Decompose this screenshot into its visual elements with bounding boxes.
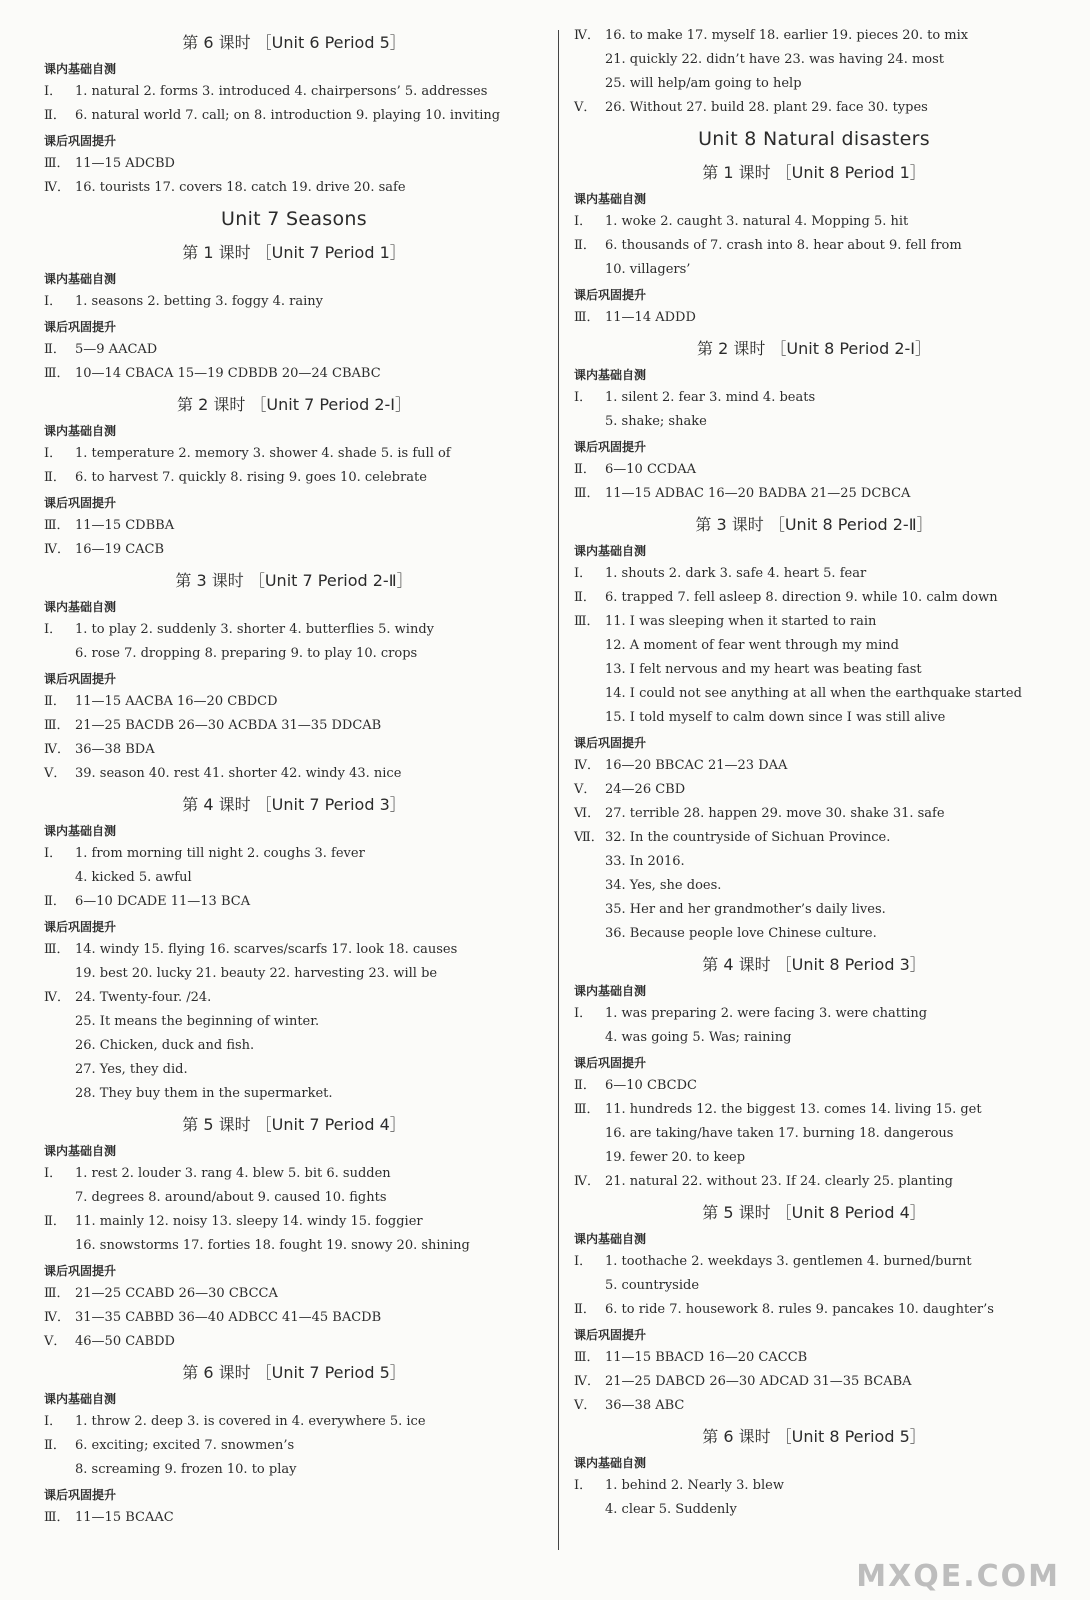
answer-line-continued: 8. screaming 9. frozen 10. to play [75,1462,297,1477]
question-group-number: Ⅱ． [44,342,66,357]
answer-line [44,738,544,762]
question-group-number: Ⅰ． [44,294,63,309]
answer-line-continued: 4. kicked 5. awful [75,870,192,885]
answer-line [574,1098,1054,1122]
question-group-number: Ⅶ． [574,830,604,845]
section-label: 课后巩固提升 [44,320,117,334]
period-heading: 第 4 课时 ［Unit 7 Period 3］ [182,795,406,814]
question-group-number: Ⅰ． [44,1414,63,1429]
section-label: 课内基础自测 [574,368,647,382]
answer-line [44,890,544,914]
question-group-number: Ⅲ． [44,518,70,533]
answer-text: 24—26 CBD [605,782,686,797]
answer-line [574,458,1054,482]
period-heading: 第 5 课时 ［Unit 7 Period 4］ [182,1115,406,1134]
answer-line-continued: 19. best 20. lucky 21. beauty 22. harvesting 23. will be [75,966,438,981]
answer-text: 1. toothache 2. weekdays 3. gentlemen 4. burned/burnt [605,1254,972,1269]
unit-heading: Unit 7 Seasons [221,208,367,230]
answer-text: 36—38 ABC [605,1398,685,1413]
answer-line [574,1250,1054,1274]
answer-line [44,1330,544,1354]
answer-line [44,442,544,466]
question-group-number: Ⅴ． [574,1398,597,1413]
answer-line [44,104,544,128]
answer-line-continued: 4. clear 5. Suddenly [605,1502,737,1517]
answer-text: 11. I was sleeping when it started to rain [605,614,877,629]
question-group-number: Ⅲ． [574,1102,600,1117]
answer-text: 16—19 CACB [75,542,165,557]
answer-line-continued: 28. They buy them in the supermarket. [75,1086,333,1101]
question-group-number: Ⅰ． [44,1166,63,1181]
section-label: 课内基础自测 [44,424,117,438]
answer-line [574,1474,1054,1498]
answer-text: 32. In the countryside of Sichuan Province. [605,830,891,845]
section-label: 课内基础自测 [44,1392,117,1406]
answer-line-continued: 10. villagers’ [605,262,691,277]
question-group-number: Ⅰ． [44,622,63,637]
watermark-logo: MXQE.COM [856,1559,1060,1594]
answer-text: 1. silent 2. fear 3. mind 4. beats [605,390,816,405]
answer-line [574,1298,1054,1322]
question-group-number: Ⅳ． [574,1374,600,1389]
question-group-number: Ⅲ． [44,156,70,171]
answer-text: 39. season 40. rest 41. shorter 42. windy 43. nice [75,766,402,781]
answer-text: 11—15 ADBAC 16—20 BADBA 21—25 DCBCA [605,486,911,501]
answer-text: 6. exciting; excited 7. snowmen’s [75,1438,295,1453]
answer-line [574,386,1054,410]
period-heading: 第 3 课时 ［Unit 7 Period 2-Ⅱ］ [175,571,413,590]
answer-text: 6. thousands of 7. crash into 8. hear about 9. fell from [605,238,962,253]
answer-text: 1. from morning till night 2. coughs 3. fever [75,846,365,861]
answer-line-continued: 6. rose 7. dropping 8. preparing 9. to play 10. crops [75,646,418,661]
period-heading: 第 4 课时 ［Unit 8 Period 3］ [702,955,926,974]
answer-line [44,618,544,642]
question-group-number: Ⅰ． [44,84,63,99]
question-group-number: Ⅰ． [574,566,593,581]
answer-text: 21. natural 22. without 23. If 24. clearly 25. planting [605,1174,953,1189]
answer-line [44,714,544,738]
answer-line [44,842,544,866]
answer-line-continued: 26. Chicken, duck and fish. [75,1038,255,1053]
answer-text: 1. behind 2. Nearly 3. blew [605,1478,784,1493]
period-heading: 第 1 课时 ［Unit 7 Period 1］ [182,243,406,262]
answer-text: 16—20 BBCAC 21—23 DAA [605,758,788,773]
answer-line-continued: 34. Yes, she does. [605,878,722,893]
answer-text: 11. mainly 12. noisy 13. sleepy 14. windy 15. foggier [75,1214,423,1229]
answer-line [44,1410,544,1434]
period-heading: 第 6 课时 ［Unit 8 Period 5］ [702,1427,926,1446]
answer-line-continued: 13. I felt nervous and my heart was beating fast [605,662,922,677]
answer-text: 5—9 AACAD [75,342,158,357]
answer-line [574,24,1054,48]
answer-line [44,1282,544,1306]
question-group-number: Ⅱ． [44,694,66,709]
question-group-number: Ⅱ． [574,1302,596,1317]
section-label: 课后巩固提升 [574,288,647,302]
answer-text: 6. trapped 7. fell asleep 8. direction 9. while 10. calm down [605,590,998,605]
section-label: 课后巩固提升 [44,134,117,148]
answer-line [44,152,544,176]
answer-line [574,1346,1054,1370]
section-label: 课后巩固提升 [574,1328,647,1342]
question-group-number: Ⅲ． [574,1350,600,1365]
answer-line [574,826,1054,850]
answer-text: 46—50 CABDD [75,1334,175,1349]
question-group-number: Ⅲ． [44,942,70,957]
question-group-number: Ⅱ． [574,590,596,605]
answer-line [44,514,544,538]
section-label: 课内基础自测 [44,1144,117,1158]
answer-text: 6. to ride 7. housework 8. rules 9. pancakes 10. daughter’s [605,1302,994,1317]
answer-text: 1. shouts 2. dark 3. safe 4. heart 5. fear [605,566,867,581]
answer-line [44,1162,544,1186]
answer-text: 1. to play 2. suddenly 3. shorter 4. butterflies 5. windy [75,622,435,637]
answer-line [574,1074,1054,1098]
answer-line-continued: 12. A moment of fear went through my mind [605,638,899,653]
answer-text: 24. Twenty-four. /24. [75,990,212,1005]
answer-text: 1. rest 2. louder 3. rang 4. blew 5. bit 6. sudden [75,1166,391,1181]
question-group-number: Ⅳ． [574,1174,600,1189]
question-group-number: Ⅳ． [44,1310,70,1325]
answer-text: 21—25 CCABD 26—30 CBCCA [75,1286,278,1301]
answer-line [44,986,544,1010]
answer-line [44,338,544,362]
left-column [44,24,544,1530]
question-group-number: Ⅰ． [44,446,63,461]
section-label: 课后巩固提升 [574,1056,647,1070]
question-group-number: Ⅰ． [574,1478,593,1493]
question-group-number: Ⅴ． [574,100,597,115]
answer-text: 27. terrible 28. happen 29. move 30. shake 31. safe [605,806,945,821]
answer-line [44,1506,544,1530]
answer-line [44,466,544,490]
answer-text: 6—10 CCDAA [605,462,697,477]
question-group-number: Ⅳ． [574,28,600,43]
answer-line-continued: 5. countryside [605,1278,700,1293]
question-group-number: Ⅴ． [574,782,597,797]
answer-line [574,96,1054,120]
answer-line [574,754,1054,778]
section-label: 课后巩固提升 [574,440,647,454]
question-group-number: Ⅱ． [44,1438,66,1453]
question-group-number: Ⅰ． [574,214,593,229]
question-group-number: Ⅳ． [44,542,70,557]
answer-line [44,1210,544,1234]
section-label: 课后巩固提升 [574,736,647,750]
answer-text: 11—15 CDBBA [75,518,175,533]
question-group-number: Ⅲ． [44,366,70,381]
answer-line-continued: 35. Her and her grandmother’s daily lives. [605,902,886,917]
answer-line-continued: 19. fewer 20. to keep [605,1150,746,1165]
answer-text: 1. seasons 2. betting 3. foggy 4. rainy [75,294,323,309]
period-heading: 第 6 课时 ［Unit 7 Period 5］ [182,1363,406,1382]
question-group-number: Ⅲ． [574,486,600,501]
period-heading: 第 1 课时 ［Unit 8 Period 1］ [702,163,926,182]
section-label: 课内基础自测 [574,544,647,558]
section-label: 课后巩固提升 [44,496,117,510]
column-divider [558,30,559,1550]
question-group-number: Ⅰ． [574,390,593,405]
answer-line [574,1394,1054,1418]
answer-line [574,1170,1054,1194]
question-group-number: Ⅳ． [44,742,70,757]
section-label: 课后巩固提升 [44,920,117,934]
answer-line [574,802,1054,826]
answer-line-continued: 16. are taking/have taken 17. burning 18. dangerous [605,1126,954,1141]
answer-text: 26. Without 27. build 28. plant 29. face 30. types [605,100,928,115]
answer-line-continued: 5. shake; shake [605,414,707,429]
answer-text: 6. to harvest 7. quickly 8. rising 9. goes 10. celebrate [75,470,427,485]
period-heading: 第 6 课时 ［Unit 6 Period 5］ [182,33,406,52]
section-label: 课内基础自测 [574,192,647,206]
question-group-number: Ⅱ． [574,462,596,477]
answer-line [574,778,1054,802]
question-group-number: Ⅴ． [44,766,67,781]
section-label: 课后巩固提升 [44,1488,117,1502]
question-group-number: Ⅳ． [44,990,70,1005]
answer-text: 21—25 BACDB 26—30 ACBDA 31—35 DDCAB [75,718,382,733]
answer-line-continued: 21. quickly 22. didn’t have 23. was having 24. most [605,52,945,67]
section-label: 课内基础自测 [574,1456,647,1470]
answer-line-continued: 25. It means the beginning of winter. [75,1014,320,1029]
answer-line-continued: 15. I told myself to calm down since I was still alive [605,710,946,725]
answer-line [44,762,544,786]
answer-line-continued: 14. I could not see anything at all when the earthquake started [605,686,1022,701]
answer-line-continued: 33. In 2016. [605,854,685,869]
answer-line-continued: 7. degrees 8. around/about 9. caused 10. fights [75,1190,387,1205]
section-label: 课内基础自测 [44,62,117,76]
answer-text: 11—15 ADCBD [75,156,175,171]
question-group-number: Ⅲ． [44,718,70,733]
answer-text: 11. hundreds 12. the biggest 13. comes 14. living 15. get [605,1102,982,1117]
answer-text: 1. was preparing 2. were facing 3. were chatting [605,1006,928,1021]
answer-text: 1. throw 2. deep 3. is covered in 4. everywhere 5. ice [75,1414,426,1429]
answer-line [574,482,1054,506]
answer-line-continued: 36. Because people love Chinese culture. [605,926,877,941]
answer-text: 11—15 BBACD 16—20 CACCB [605,1350,808,1365]
question-group-number: Ⅱ． [44,1214,66,1229]
question-group-number: Ⅰ． [574,1254,593,1269]
question-group-number: Ⅵ． [574,806,601,821]
answer-line [574,210,1054,234]
question-group-number: Ⅱ． [44,470,66,485]
question-group-number: Ⅲ． [574,614,600,629]
answer-text: 1. natural 2. forms 3. introduced 4. chairpersons’ 5. addresses [75,84,488,99]
question-group-number: Ⅱ． [574,238,596,253]
answer-text: 11—15 AACBA 16—20 CBDCD [75,694,278,709]
answer-line [574,1370,1054,1394]
answer-line-continued: 27. Yes, they did. [75,1062,188,1077]
answer-line [44,938,544,962]
answer-line [44,362,544,386]
answer-text: 11—14 ADDD [605,310,696,325]
answer-text: 1. woke 2. caught 3. natural 4. Mopping 5. hit [605,214,909,229]
section-label: 课内基础自测 [574,984,647,998]
answer-text: 6—10 DCADE 11—13 BCA [75,894,251,909]
answer-line-continued: 4. was going 5. Was; raining [605,1030,792,1045]
question-group-number: Ⅳ． [574,758,600,773]
answer-text: 36—38 BDA [75,742,155,757]
answer-line [44,538,544,562]
question-group-number: Ⅱ． [44,894,66,909]
answer-line [44,690,544,714]
answer-line [574,306,1054,330]
section-label: 课后巩固提升 [44,1264,117,1278]
answer-text: 21—25 DABCD 26—30 ADCAD 31—35 BCABA [605,1374,912,1389]
section-label: 课内基础自测 [44,600,117,614]
answer-line [574,234,1054,258]
answer-text: 11—15 BCAAC [75,1510,174,1525]
period-heading: 第 5 课时 ［Unit 8 Period 4］ [702,1203,926,1222]
answer-text: 31—35 CABBD 36—40 ADBCC 41—45 BACDB [75,1310,382,1325]
answer-line [574,562,1054,586]
answer-line-continued: 16. snowstorms 17. forties 18. fought 19. snowy 20. shining [75,1238,470,1253]
answer-text: 6—10 CBCDC [605,1078,698,1093]
question-group-number: Ⅲ． [574,310,600,325]
question-group-number: Ⅲ． [44,1286,70,1301]
period-heading: 第 2 课时 ［Unit 8 Period 2-Ⅰ］ [696,339,931,358]
answer-line [44,176,544,200]
answer-line [574,586,1054,610]
period-heading: 第 2 课时 ［Unit 7 Period 2-Ⅰ］ [176,395,411,414]
question-group-number: Ⅰ． [44,846,63,861]
answer-line [44,1306,544,1330]
section-label: 课内基础自测 [44,272,117,286]
question-group-number: Ⅱ． [574,1078,596,1093]
question-group-number: Ⅰ． [574,1006,593,1021]
question-group-number: Ⅴ． [44,1334,67,1349]
answer-text: 16. to make 17. myself 18. earlier 19. pieces 20. to mix [605,28,969,43]
answer-line-continued: 25. will help/am going to help [605,76,802,91]
question-group-number: Ⅲ． [44,1510,70,1525]
section-label: 课内基础自测 [44,824,117,838]
period-heading: 第 3 课时 ［Unit 8 Period 2-Ⅱ］ [695,515,933,534]
answer-text: 1. temperature 2. memory 3. shower 4. shade 5. is full of [75,446,451,461]
answer-text: 16. tourists 17. covers 18. catch 19. drive 20. safe [75,180,406,195]
answer-line [44,80,544,104]
right-column [574,24,1054,1522]
section-label: 课内基础自测 [574,1232,647,1246]
answer-text: 14. windy 15. flying 16. scarves/scarfs 17. look 18. causes [75,942,458,957]
answer-line [44,290,544,314]
answer-text: 6. natural world 7. call; on 8. introduction 9. playing 10. inviting [75,108,501,123]
unit-heading: Unit 8 Natural disasters [698,128,930,150]
answer-line [44,1434,544,1458]
answer-line [574,1002,1054,1026]
answer-line [574,610,1054,634]
question-group-number: Ⅱ． [44,108,66,123]
section-label: 课后巩固提升 [44,672,117,686]
question-group-number: Ⅳ． [44,180,70,195]
answer-text: 10—14 CBACA 15—19 CDBDB 20—24 CBABC [75,366,381,381]
